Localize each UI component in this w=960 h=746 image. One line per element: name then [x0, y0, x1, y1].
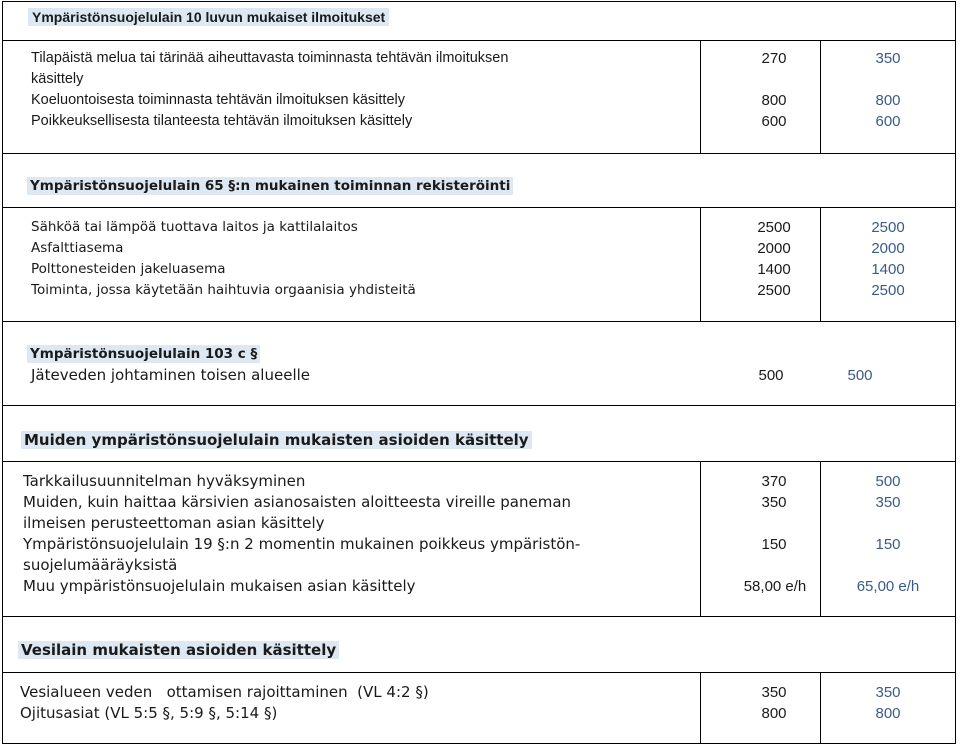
- table-row-label: Tilapäistä melua tai tärinää aiheuttavasta toiminnasta tehtävän ilmoituksen: [31, 50, 509, 66]
- row-divider: [2, 616, 956, 617]
- fee-new: 2000: [871, 240, 905, 257]
- fee-new: 350: [875, 50, 901, 67]
- column-divider: [700, 672, 701, 744]
- row-divider: [2, 153, 956, 154]
- column-divider: [820, 40, 821, 153]
- section-header: Muiden ympäristönsuojelulain mukaisten asioiden käsittely: [21, 431, 532, 449]
- fee-new: 350: [875, 494, 901, 511]
- fee-new: 350: [875, 684, 901, 701]
- table-row-label: Sähköä tai lämpöä tuottava laitos ja kattilalaitos: [31, 219, 358, 235]
- column-divider: [700, 461, 701, 616]
- table-row-label: Muiden, kuin haittaa kärsivien asianosaisten aloitteesta vireille paneman: [23, 493, 572, 511]
- table-row-label: Jäteveden johtaminen toisen alueelle: [31, 366, 311, 384]
- fee-new: 1400: [871, 261, 905, 278]
- column-divider: [820, 207, 821, 321]
- table-row-label: Toiminta, jossa käytetään haihtuvia orgaanisia yhdisteitä: [31, 282, 416, 298]
- table-row-label: suojelumääräyksistä: [23, 556, 178, 574]
- row-divider: [2, 461, 956, 462]
- fee-new: 2500: [871, 219, 905, 236]
- row-divider: [2, 321, 956, 322]
- column-divider: [700, 40, 701, 153]
- fee-current: 350: [761, 684, 787, 701]
- table-row-label: Ympäristönsuojelulain 19 §:n 2 momentin mukainen poikkeus ympäristön-: [23, 535, 581, 553]
- row-divider: [2, 207, 956, 208]
- fee-current: 500: [758, 367, 784, 384]
- fee-current: 270: [761, 50, 787, 67]
- table-row-label: Asfalttiasema: [31, 240, 124, 256]
- fee-current: 2500: [757, 219, 791, 236]
- fee-new: 500: [875, 473, 901, 490]
- section-header: Ympäristönsuojelulain 65 §:n mukainen toiminnan rekisteröinti: [27, 177, 513, 195]
- table-row-label: Vesialueen veden ottamisen rajoittaminen (VL 4:2 §): [20, 683, 429, 701]
- fee-current: 370: [761, 473, 787, 490]
- section-header: Ympäristönsuojelulain 103 c §: [27, 345, 260, 363]
- section-header: Vesilain mukaisten asioiden käsittely: [18, 641, 339, 659]
- fee-new: 800: [875, 705, 901, 722]
- fee-current: 800: [761, 92, 787, 109]
- fee-new: 2500: [871, 282, 905, 299]
- row-divider: [2, 405, 956, 406]
- table-row-label: Ojitusasiat (VL 5:5 §, 5:9 §, 5:14 §): [20, 704, 278, 722]
- table-row-label: Polttonesteiden jakeluasema: [31, 261, 226, 277]
- column-divider: [820, 672, 821, 744]
- fee-new: 65,00 e/h: [856, 578, 920, 595]
- table-row-label: Muu ympäristönsuojelulain mukaisen asian käsittely: [23, 577, 416, 595]
- fee-current: 800: [761, 705, 787, 722]
- table-row-label: Tarkkailusuunnitelman hyväksyminen: [23, 472, 306, 490]
- table-row-label: ilmeisen perusteettoman asian käsittely: [23, 514, 325, 532]
- section-header: Ympäristönsuojelulain 10 luvun mukaiset ilmoitukset: [28, 8, 389, 26]
- fee-current: 2500: [757, 282, 791, 299]
- table-row-label: Poikkeuksellisesta tilanteesta tehtävän ilmoituksen käsittely: [31, 113, 413, 129]
- row-divider: [2, 672, 956, 673]
- fee-current: 58,00 e/h: [743, 578, 807, 595]
- fee-new: 150: [875, 536, 901, 553]
- fee-new: 500: [847, 367, 873, 384]
- table-row-label: Koeluontoisesta toiminnasta tehtävän ilmoituksen käsittely: [31, 92, 405, 108]
- fee-new: 800: [875, 92, 901, 109]
- column-divider: [700, 207, 701, 321]
- fee-current: 1400: [757, 261, 791, 278]
- row-divider: [2, 40, 956, 41]
- fee-current: 2000: [757, 240, 791, 257]
- fee-new: 600: [875, 113, 901, 130]
- table-row-label: käsittely: [31, 71, 84, 87]
- fee-current: 600: [761, 113, 787, 130]
- fee-current: 150: [761, 536, 787, 553]
- fee-current: 350: [761, 494, 787, 511]
